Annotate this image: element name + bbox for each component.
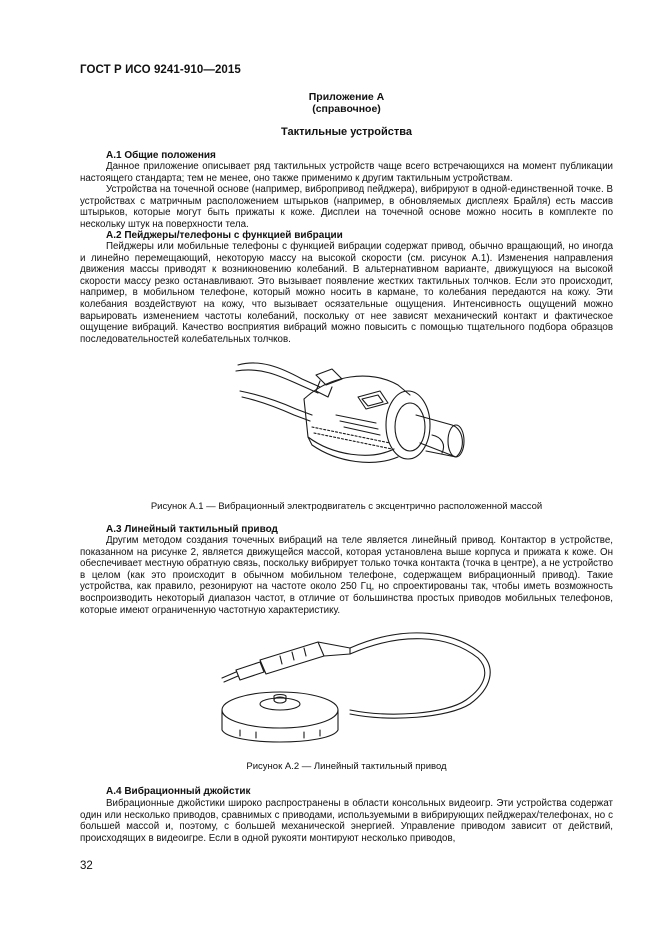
annex-title: Приложение А xyxy=(308,91,385,103)
section-a1-paragraph-1: Данное приложение описывает ряд тактильных устройств чаще всего встречающихся на момент публикации настоящего стандарта; тем не менее, оно также применимо к другим тактильным устройствам. xyxy=(80,161,613,184)
annex-type: (справочное) xyxy=(312,103,381,115)
section-a4-paragraph-1: Вибрационные джойстики широко распространены в области консольных видеоигр. Эти устройства содержат один или несколько приводов, сравнимых с приводами, используемыми в вибрирующих пейджерах/телефонах, но с большей массой и, поэтому, с большей механической энергией. Управление приводом зависит от действий, происходящих в видеоигре. Если в одной рукояти монтируют несколько приводов, xyxy=(80,798,613,844)
standard-header: ГОСТ Р ИСО 9241-910—2015 xyxy=(80,64,241,76)
section-a4-heading: А.4 Вибрационный джойстик xyxy=(106,786,251,797)
annex-name: Тактильные устройства xyxy=(281,126,412,138)
figure-a2-linear-actuator-drawing xyxy=(200,618,500,750)
figure-a1-caption: Рисунок А.1 — Вибрационный электродвигатель с эксцентрично расположенной массой xyxy=(150,501,543,512)
page-number: 32 xyxy=(80,860,93,872)
figure-a1-vibration-motor-drawing xyxy=(220,345,480,495)
section-a3-paragraph-1: Другим методом создания точечных вибраций на теле является линейный привод. Контактор в устройстве, показанном на рисунке 2, является движущейся массой, которая установлена выше корпуса и прижата к коже. Он обеспечивает местную обратную связь, поскольку вибрирует только точка контакта (точка в центре), а не устройство в целом (как это происходит в обычном мобильном телефоне, содержащем вибрационный привод). Такие устройства, как правило, резонируют на частоте около 250 Гц, но спроектированы так, чтобы иметь возможность воспроизводить некоторый диапазон частот, в отличие от большинства простых приводов мобильных телефонов, которые имеют ограниченную частотную характеристику. xyxy=(80,535,613,616)
section-a3-heading: А.3 Линейный тактильный привод xyxy=(106,524,278,535)
section-a1-heading: А.1 Общие положения xyxy=(106,150,216,161)
section-a2-paragraph-1: Пейджеры или мобильные телефоны с функцией вибрации содержат привод, обычно вращающий, но иногда и линейно перемещающий, некоторую массу на высокой скорости (см. рисунок А.1). Изменения направления движения массы приводят к возникновению колебаний. В альтернативном варианте, движущуюся на высокой скорости массу резко останавливают. Это вызывает появление жестких тактильных толчков. Если это происходит, например, в мобильном телефоне, который можно носить в кармане, то колебания передаются на кожу. Эти колебания воздействуют на кожу, что вызывает осязательные ощущения. Интенсивность ощущений можно варьировать изменением частоты колебаний, поскольку от нее зависят механический контакт и фактическое ощущение вибраций. Качество восприятия вибраций можно повысить с помощью тщательного подбора образцов последовательностей колебательных толчков. xyxy=(80,241,613,345)
section-a1-paragraph-2: Устройства на точечной основе (например, вибропривод пейджера), вибрируют в одной-единственной точке. В устройствах с матричным расположением штырьков (например, в обновляемых дисплеях Брайля) есть массив штырьков, которые могут быть прижаты к коже. Дисплеи на точечной основе можно носить в комплекте по нескольку штук на поверхности тела. xyxy=(80,184,613,230)
figure-a2-caption: Рисунок А.2 — Линейный тактильный привод xyxy=(246,761,447,772)
section-a2-heading: А.2 Пейджеры/телефоны с функцией вибрации xyxy=(106,230,343,241)
